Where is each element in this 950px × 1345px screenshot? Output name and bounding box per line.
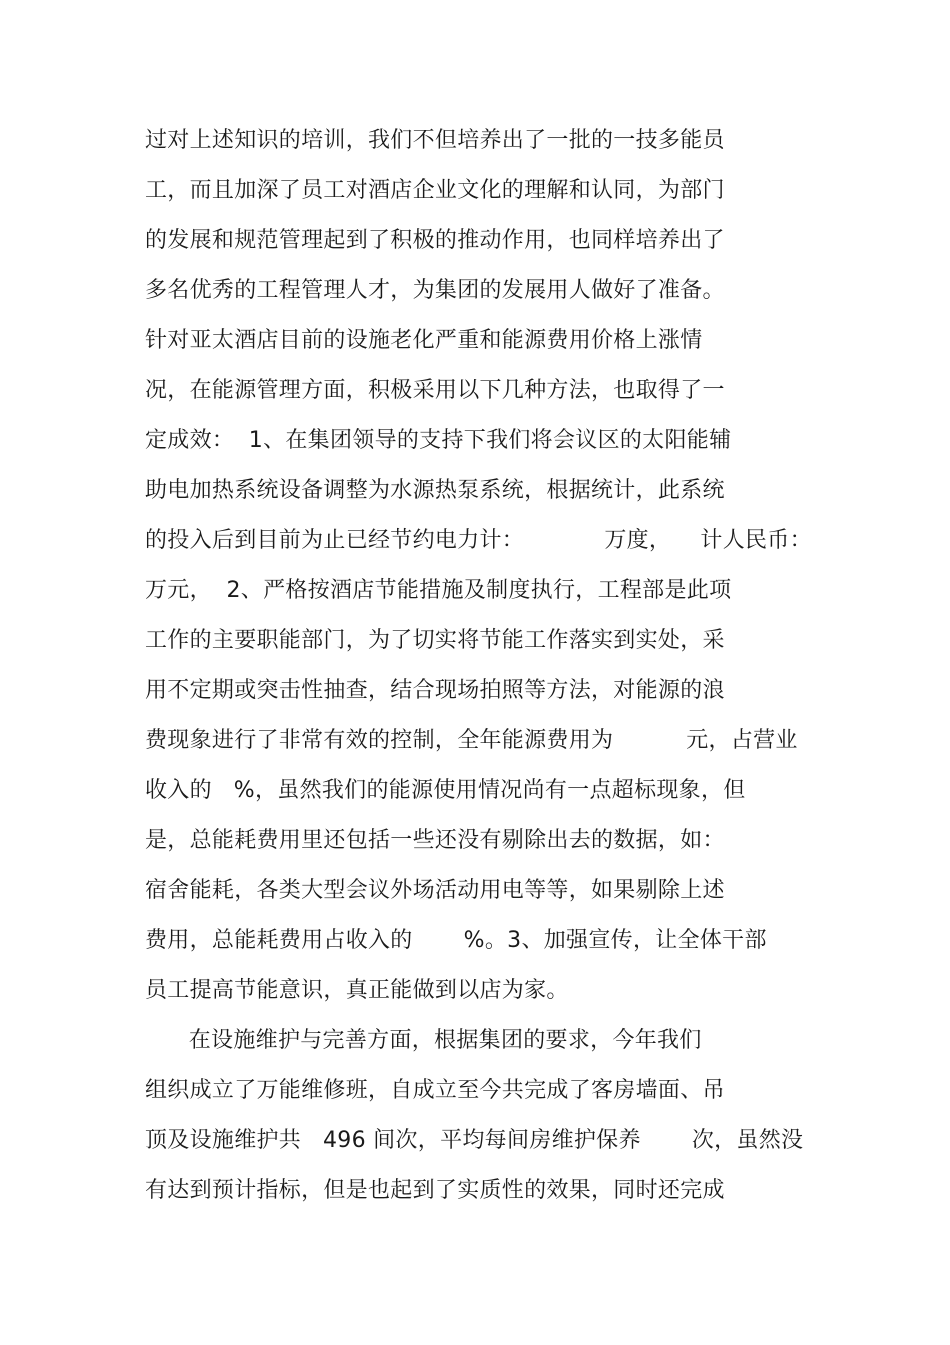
text-line: 的投入后到目前为止已经节约电力计： 万度， 计人民币： <box>145 528 812 553</box>
text-line: 宿舍能耗，各类大型会议外场活动用电等等，如果剔除上述 <box>145 878 725 903</box>
text-line: 况，在能源管理方面，积极采用以下几种方法，也取得了一 <box>145 378 725 403</box>
text-line: 员工提高节能意识，真正能做到以店为家。 <box>145 978 569 1003</box>
text-line: 是，总能耗费用里还包括一些还没有剔除出去的数据，如： <box>145 828 725 853</box>
text-line: 在设施维护与完善方面，根据集团的要求，今年我们 <box>145 1028 702 1053</box>
text-line: 顶及设施维护共 496 间次，平均每间房维护保养 次，虽然没 <box>145 1128 804 1153</box>
text-line: 针对亚太酒店目前的设施老化严重和能源费用价格上涨情 <box>145 328 703 353</box>
text-line: 过对上述知识的培训，我们不但培养出了一批的一技多能员 <box>145 128 725 153</box>
text-line: 多名优秀的工程管理人才，为集团的发展用人做好了准备。 <box>145 278 725 303</box>
text-line: 助电加热系统设备调整为水源热泵系统，根据统计，此系统 <box>145 478 725 503</box>
text-line: 工，而且加深了员工对酒店企业文化的理解和认同，为部门 <box>145 178 725 203</box>
document-body <box>145 116 825 1216</box>
text-line: 万元， 2、严格按酒店节能措施及制度执行，工程部是此项 <box>145 578 732 603</box>
text-line: 定成效： 1、在集团领导的支持下我们将会议区的太阳能辅 <box>145 428 732 453</box>
text-line: 组织成立了万能维修班，自成立至今共完成了客房墙面、吊 <box>145 1078 725 1103</box>
text-line: 的发展和规范管理起到了积极的推动作用，也同样培养出了 <box>145 228 725 253</box>
text-line: 收入的 %，虽然我们的能源使用情况尚有一点超标现象，但 <box>145 778 746 803</box>
text-line: 费用，总能耗费用占收入的 %。3、加强宣传，让全体干部 <box>145 928 767 953</box>
text-line: 用不定期或突击性抽查，结合现场拍照等方法，对能源的浪 <box>145 678 725 703</box>
text-line: 工作的主要职能部门，为了切实将节能工作落实到实处，采 <box>145 628 725 653</box>
text-line: 有达到预计指标，但是也起到了实质性的效果，同时还完成 <box>145 1178 725 1203</box>
text-line: 费现象进行了非常有效的控制，全年能源费用为 元，占营业 <box>145 728 798 753</box>
